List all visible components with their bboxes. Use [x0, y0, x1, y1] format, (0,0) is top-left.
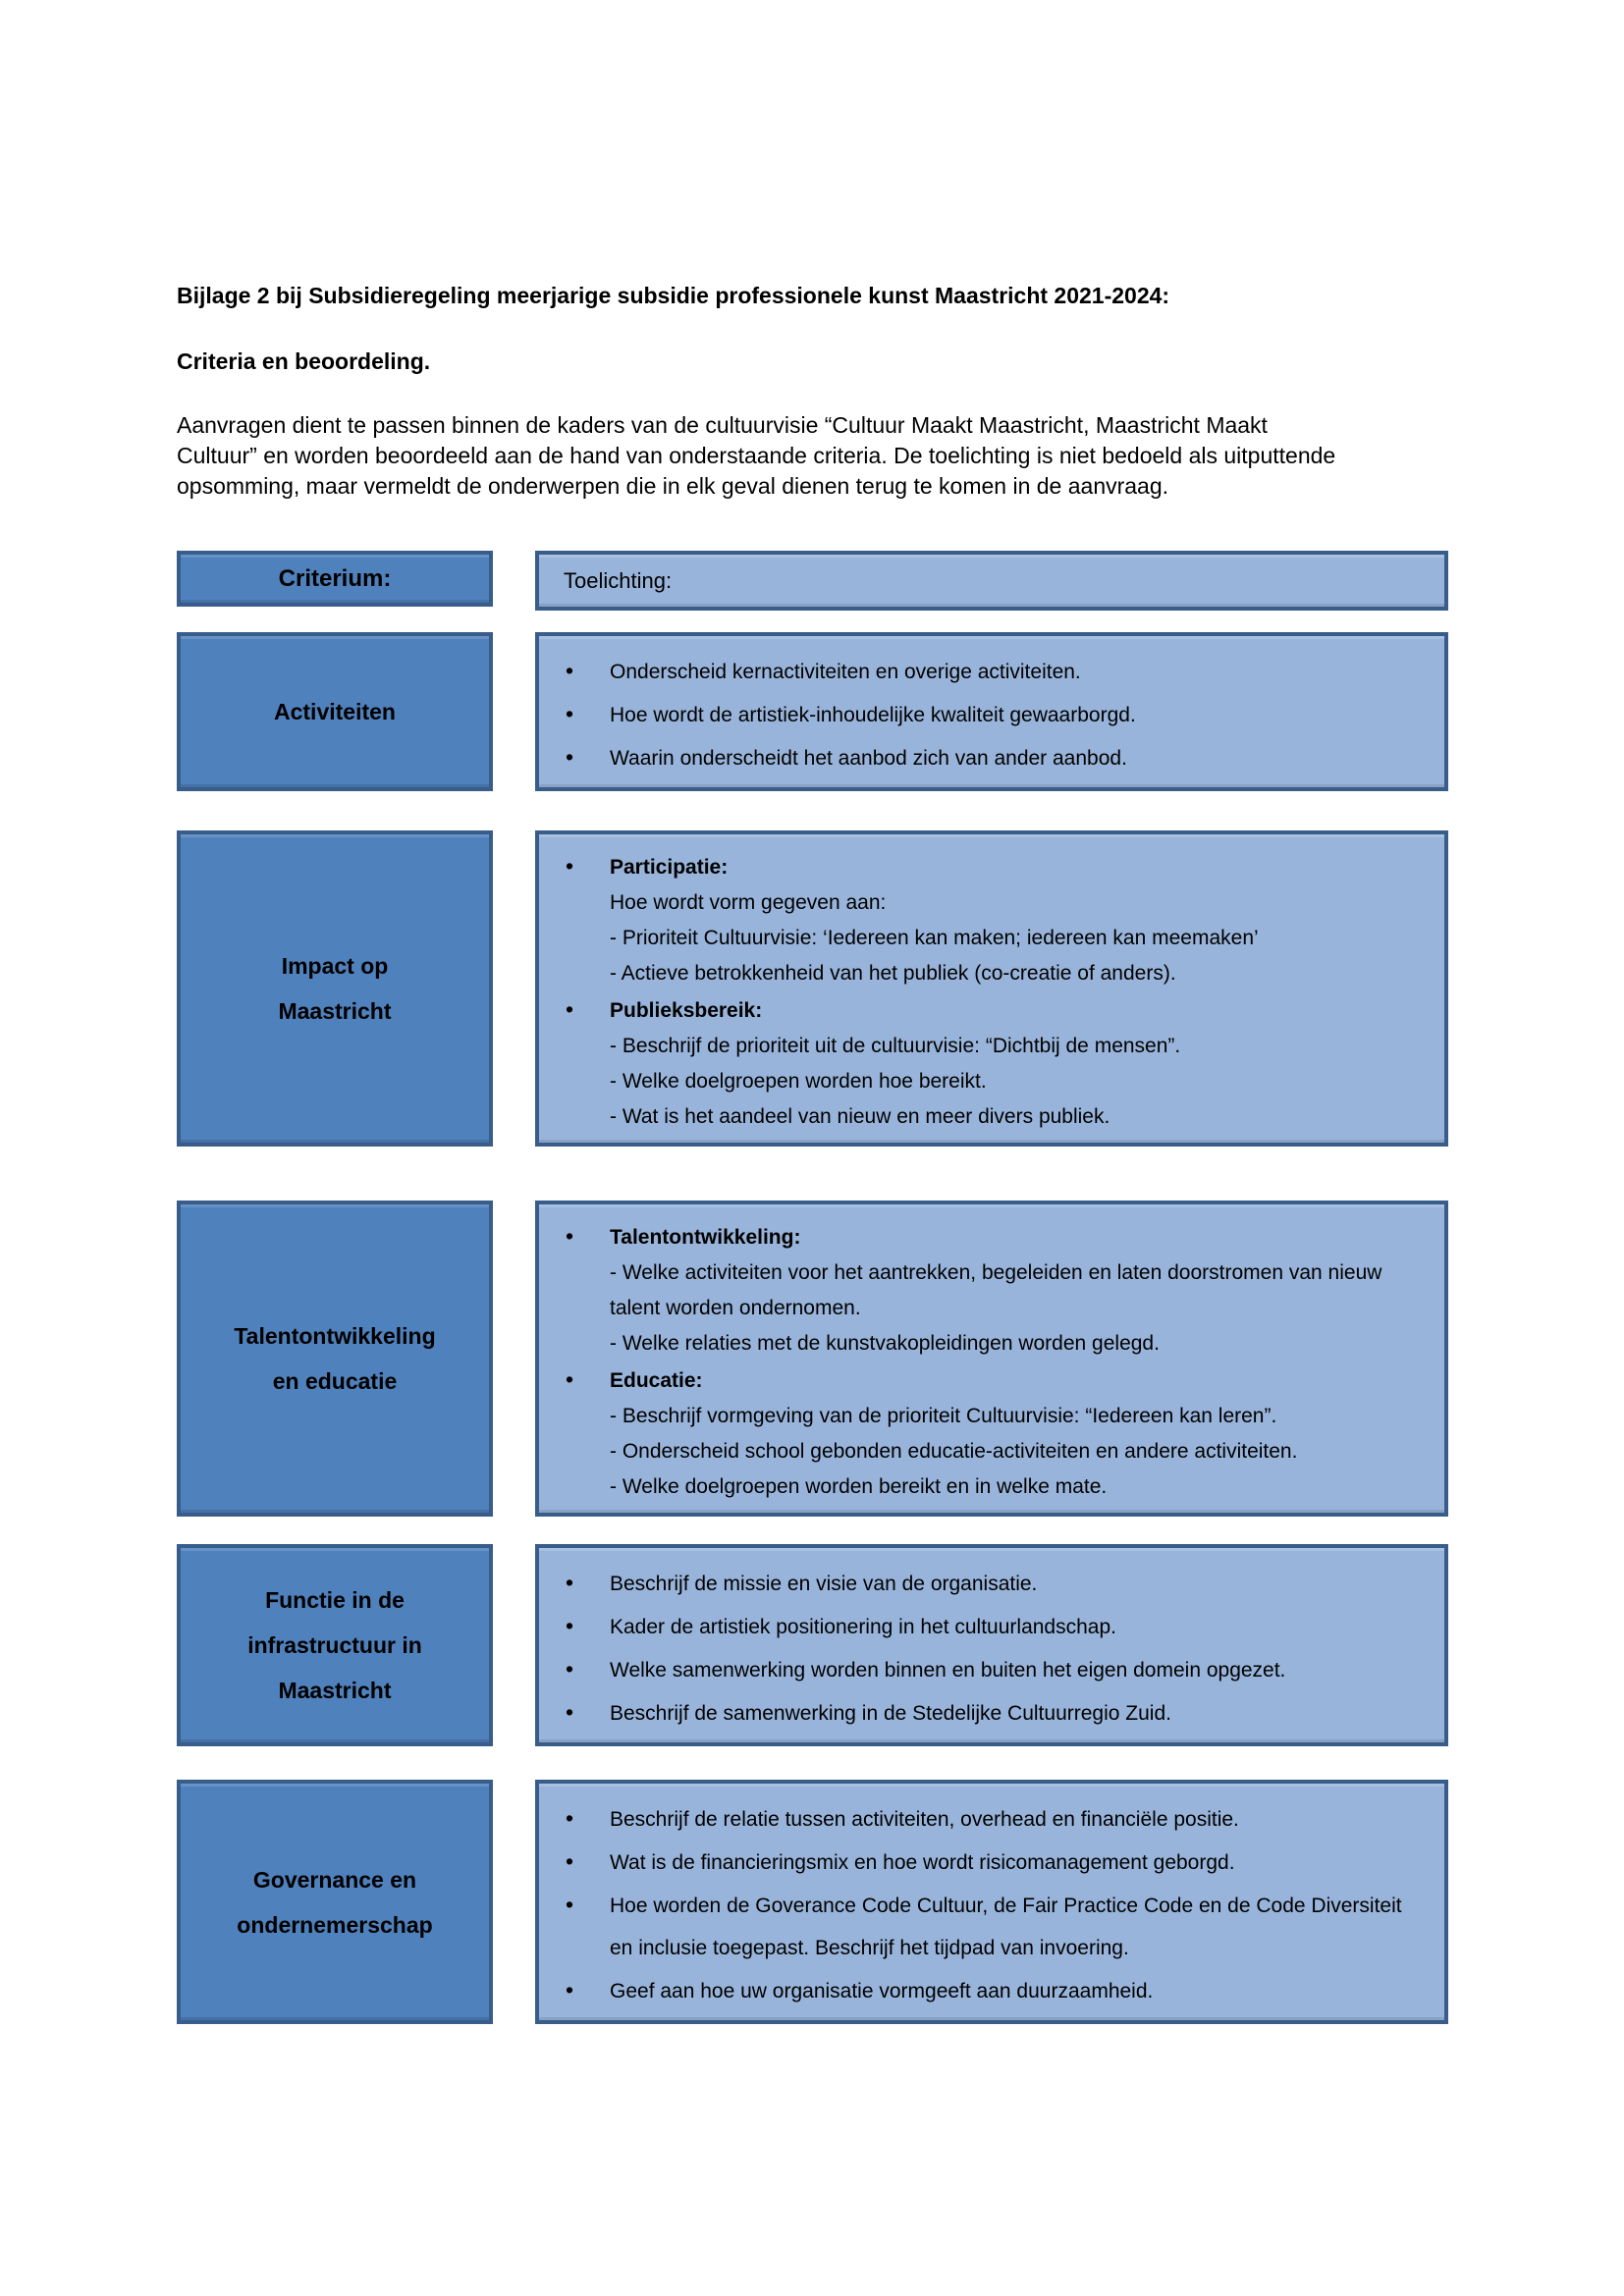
toelichting-text: Talentontwikkeling: — [610, 1226, 801, 1249]
header-cell-toelichting — [535, 551, 1448, 611]
toelichting-text: Wat is de financieringsmix en hoe wordt risicomanagement geborgd. — [610, 1851, 1235, 1874]
bullet-icon: • — [566, 1570, 574, 1595]
criterium-label: Functie in de — [265, 1587, 405, 1613]
criterium-label: Maastricht — [278, 998, 392, 1024]
criterium-label: Maastricht — [278, 1678, 392, 1703]
criterium-cell — [177, 1544, 493, 1746]
toelichting-text: - Wat is het aandeel van nieuw en meer divers publiek. — [610, 1105, 1110, 1128]
toelichting-text: Waarin onderscheidt het aanbod zich van ander aanbod. — [610, 747, 1127, 770]
criterium-label: en educatie — [272, 1368, 398, 1394]
toelichting-text: Hoe wordt de artistiek-inhoudelijke kwaliteit gewaarborgd. — [610, 704, 1136, 726]
criterium-cell — [177, 1201, 493, 1517]
toelichting-text: - Welke doelgroepen worden hoe bereikt. — [610, 1070, 987, 1093]
document-subtitle: Criteria en beoordeling. — [177, 348, 431, 374]
toelichting-line — [539, 1029, 1425, 1064]
criterium-cell — [177, 830, 493, 1147]
bullet-icon: • — [566, 1223, 574, 1249]
bullet-icon: • — [566, 1805, 574, 1831]
bullet-icon: • — [566, 853, 574, 879]
criterium-label: Talentontwikkeling — [234, 1323, 436, 1349]
toelichting-line — [539, 1218, 1425, 1255]
criterium-label: Impact op — [281, 953, 389, 979]
bullet-icon: • — [566, 701, 574, 726]
toelichting-line — [539, 1469, 1425, 1505]
toelichting-line — [539, 1326, 1425, 1362]
criteria-row — [177, 1201, 1448, 1517]
criterium-cell — [177, 1780, 493, 2024]
toelichting-text: Kader de artistiek positionering in het cultuurlandschap. — [610, 1616, 1116, 1638]
toelichting-line — [539, 1064, 1425, 1099]
toelichting-cell — [535, 1780, 1448, 2024]
toelichting-text: Beschrijf de relatie tussen activiteiten, overhead en financiële positie. — [610, 1808, 1239, 1831]
criterium-label: Governance en — [252, 1866, 417, 1893]
toelichting-line — [539, 1362, 1425, 1399]
toelichting-line — [539, 1562, 1425, 1605]
document-page — [177, 283, 1448, 2024]
bullet-icon: • — [566, 1977, 574, 2002]
bullet-icon: • — [566, 1613, 574, 1638]
toelichting-cell — [535, 830, 1448, 1147]
bullet-icon: • — [566, 1656, 574, 1682]
header-criterium-label: Criterium: — [278, 565, 392, 592]
criteria-row — [177, 830, 1448, 1147]
toelichting-text: - Actieve betrokkenheid van het publiek (co-creatie of anders). — [610, 962, 1176, 985]
bullet-icon: • — [566, 996, 574, 1022]
bullet-icon: • — [566, 1699, 574, 1725]
toelichting-text: Beschrijf de missie en visie van de organisatie. — [610, 1573, 1038, 1595]
toelichting-text: - Welke doelgroepen worden bereikt en in welke mate. — [610, 1475, 1108, 1498]
toelichting-cell — [535, 1544, 1448, 1746]
toelichting-text: Hoe wordt vorm gegeven aan: — [610, 891, 887, 914]
toelichting-line — [539, 991, 1425, 1029]
table-header-row — [177, 551, 1448, 611]
toelichting-text: - Welke relaties met de kunstvakopleidingen worden gelegd. — [610, 1332, 1160, 1355]
toelichting-line — [539, 1399, 1425, 1434]
toelichting-line — [539, 1884, 1425, 1969]
criteria-table-rows — [177, 632, 1448, 2024]
toelichting-text: - Onderscheid school gebonden educatie-activiteiten en andere activiteiten. — [610, 1440, 1298, 1463]
toelichting-text: Participatie: — [610, 856, 729, 879]
toelichting-text: - Prioriteit Cultuurvisie: ‘Iedereen kan maken; iedereen kan meemaken’ — [610, 927, 1259, 949]
criteria-row — [177, 632, 1448, 791]
toelichting-line — [539, 1969, 1425, 2012]
toelichting-line — [539, 1255, 1425, 1326]
toelichting-line — [539, 1648, 1425, 1691]
toelichting-line — [539, 736, 1425, 779]
toelichting-text: - Beschrijf de prioriteit uit de cultuurvisie: “Dichtbij de mensen”. — [610, 1035, 1181, 1057]
toelichting-text: - Welke activiteiten voor het aantrekken, begeleiden en laten doorstromen van nieuw talent worden ondernomen. — [610, 1261, 1382, 1319]
intro-paragraph: Aanvragen dient te passen binnen de kaders van de cultuurvisie “Cultuur Maakt Maastricht, Maastricht Maakt Cultuur” en worden beoordeeld aan de hand van onderstaande criteria. De toelichting is niet bedoeld als uitputtende opsomming, maar vermeldt de onderwerpen die in elk geval dienen terug te komen in de aanvraag. — [177, 412, 1336, 499]
toelichting-line — [539, 693, 1425, 736]
toelichting-cell — [535, 1201, 1448, 1517]
toelichting-line — [539, 848, 1425, 885]
toelichting-line — [539, 1797, 1425, 1841]
toelichting-text: Educatie: — [610, 1369, 703, 1392]
bullet-icon: • — [566, 658, 574, 683]
header-cell-criterium — [177, 551, 493, 607]
toelichting-line — [539, 1691, 1425, 1735]
criteria-row — [177, 1544, 1448, 1746]
toelichting-line — [539, 956, 1425, 991]
bullet-icon: • — [566, 1848, 574, 1874]
criterium-cell — [177, 632, 493, 791]
toelichting-text: Beschrijf de samenwerking in de Stedelijke Cultuurregio Zuid. — [610, 1702, 1171, 1725]
toelichting-text: - Beschrijf vormgeving van de prioriteit Cultuurvisie: “Iedereen kan leren”. — [610, 1405, 1277, 1427]
toelichting-line — [539, 1434, 1425, 1469]
header-toelichting-label: Toelichting: — [564, 567, 673, 593]
toelichting-text: Publieksbereik: — [610, 999, 763, 1022]
toelichting-text: Welke samenwerking worden binnen en buiten het eigen domein opgezet. — [610, 1659, 1286, 1682]
criterium-label: infrastructuur in — [247, 1632, 422, 1658]
bullet-icon: • — [566, 1366, 574, 1392]
toelichting-line — [539, 921, 1425, 956]
bullet-icon: • — [566, 744, 574, 770]
toelichting-line — [539, 1841, 1425, 1884]
toelichting-text: Geef aan hoe uw organisatie vormgeeft aan duurzaamheid. — [610, 1980, 1154, 2002]
bullet-icon: • — [566, 1892, 574, 1917]
criterium-label: ondernemerschap — [237, 1911, 433, 1938]
toelichting-line — [539, 1605, 1425, 1648]
criteria-row — [177, 1780, 1448, 2024]
toelichting-line — [539, 650, 1425, 693]
toelichting-text: Onderscheid kernactiviteiten en overige activiteiten. — [610, 661, 1081, 683]
toelichting-cell — [535, 632, 1448, 791]
document-title: Bijlage 2 bij Subsidieregeling meerjarige subsidie professionele kunst Maastricht 2021-2024: — [177, 283, 1170, 308]
toelichting-text: Hoe worden de Goverance Code Cultuur, de Fair Practice Code en de Code Diversiteit en inclusie toegepast. Beschrijf het tijdpad van invoering. — [610, 1895, 1402, 1959]
criterium-label: Activiteiten — [274, 699, 396, 724]
toelichting-line — [539, 885, 1425, 921]
toelichting-line — [539, 1099, 1425, 1135]
